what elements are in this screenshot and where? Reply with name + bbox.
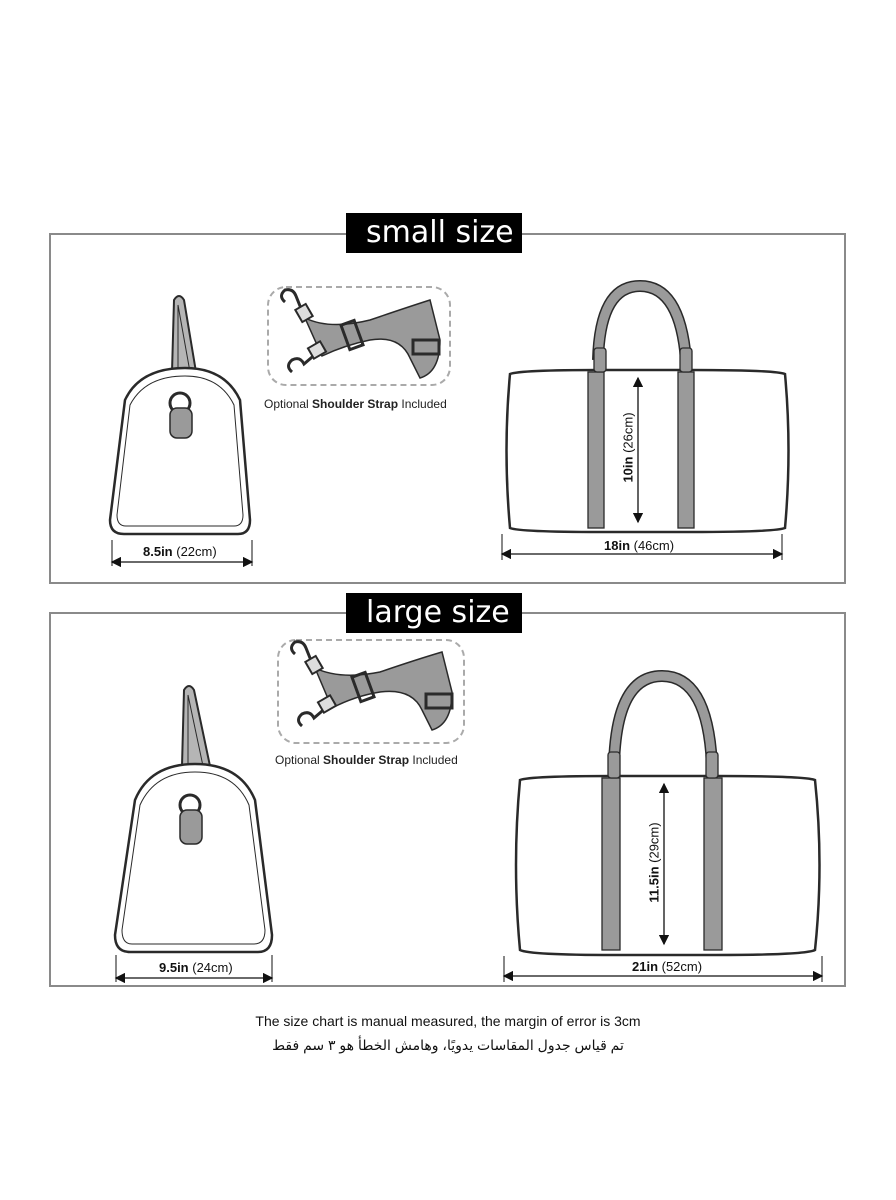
small-width-unit: (22cm)	[172, 544, 217, 559]
measurement-note-english: The size chart is manual measured, the margin of error is 3cm	[255, 1013, 641, 1029]
small-width-label	[143, 544, 217, 559]
duffel-side-icon	[115, 686, 272, 982]
large-height-unit: (29cm)	[646, 822, 662, 867]
snap-hook-icon	[292, 642, 323, 674]
large-size-title: large size	[346, 593, 522, 633]
large-strap-bold: Shoulder Strap	[323, 753, 410, 767]
small-size-title: small size	[346, 213, 522, 253]
large-width-unit: (24cm)	[188, 960, 233, 975]
shoulder-strap-icon	[278, 640, 464, 743]
small-strap-prefix: Optional	[264, 397, 313, 411]
small-width-num: 8.5in	[143, 544, 173, 559]
large-width-label	[159, 960, 233, 975]
small-length-unit: (46cm)	[630, 538, 675, 553]
small-height-label	[621, 398, 636, 498]
snap-hook-icon	[299, 695, 337, 726]
small-length-label	[604, 538, 674, 553]
large-width-num: 9.5in	[159, 960, 189, 975]
duffel-front-icon	[504, 676, 822, 982]
small-strap-bold: Shoulder Strap	[312, 397, 399, 411]
shoulder-strap-icon	[268, 287, 450, 385]
small-height-unit: (26cm)	[620, 412, 636, 457]
large-length-unit: (52cm)	[658, 959, 703, 974]
duffel-front-icon	[502, 286, 789, 560]
large-height-label	[647, 803, 662, 923]
large-strap-suffix: Included	[409, 753, 458, 767]
large-length-num: 21in	[632, 959, 659, 974]
large-strap-prefix: Optional	[275, 753, 324, 767]
small-strap-suffix: Included	[398, 397, 447, 411]
large-height-num: 11.5in	[646, 866, 662, 903]
large-strap-caption	[275, 753, 458, 767]
measurement-note-arabic: تم قياس جدول المقاسات يدويًا، وهامش الخطأ هو ٣ سم فقط	[272, 1037, 624, 1053]
snap-hook-icon	[289, 341, 327, 372]
snap-hook-icon	[282, 290, 313, 322]
small-length-num: 18in	[604, 538, 631, 553]
duffel-side-icon	[110, 296, 252, 566]
large-length-label	[632, 959, 702, 974]
small-strap-caption	[264, 397, 447, 411]
small-height-num: 10in	[620, 456, 636, 483]
